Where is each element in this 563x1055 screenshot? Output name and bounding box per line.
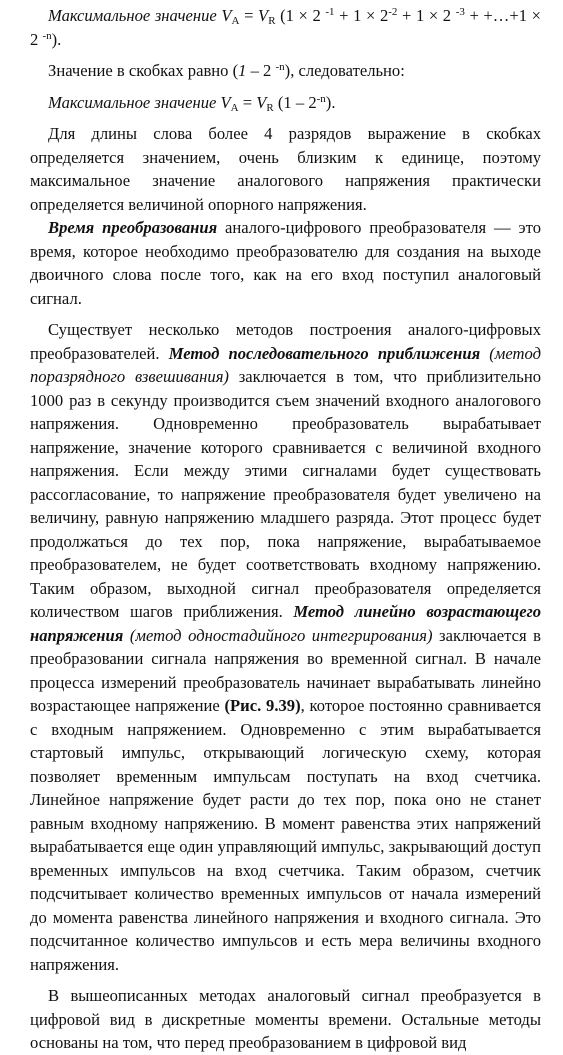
formula-expression: $V_A = V_R$ (1 × 2 $^{-1} + 1 \times 2^{-2} + 1 \times 2$ $^{-3}$ + +…+1 × 2 $^{-n}$). <box>30 6 541 49</box>
bracket-value-line: Значение в скобках равно (1 – 2 $^{-n}$), следовательно: <box>48 61 405 80</box>
formula-max-value-result <box>30 91 541 115</box>
paragraph-conversion-time: Время преобразования аналого-цифрового преобразователя — это время, которое необходимо преобразователю для создания на выходе двоичного слова после того, как на его вход поступил аналоговый сигнал. <box>30 218 541 308</box>
formula-label: Максимальное значение <box>48 6 217 25</box>
paragraph-adc-methods: Существует несколько методов построения аналого-цифровых преобразователей. Метод последовательного приближения (метод поразрядного взвешивания) заключается в том, что приблизительно 1000 раз в секунду производится съем значений входного аналогового напряжения. Одновременно преобразователь вырабатывает напряжение, значение которого сравнивается с величиной входного напряжения. Если между этими сигналами будет существовать рассогласование, то напряжение преобразователя будет увеличено на величину, равную напряжению младшего разряда. Этот процесс будет продолжаться до тех пор, пока напряжение, вырабатываемое преобразователем, не будет соответствовать входному напряжению. Таким образом, выходной сигнал преобразователя определяется количеством шагов приближения. Метод линейно возрастающего напряжения (метод одностадийного интегрирования) заключается в преобразовании сигнала напряжения во временной сигнал. В начале процесса измерений преобразователь начинает вырабатывать линейно возрастающее напряжение (Рис. 9.39), которое постоянно сравнивается с входным напряжением. Одновременно с этим вырабатывается стартовый импульс, открывающий логическую схему, которая позволяет временным импульсам поступать на вход счетчика. Линейное напряжение будет расти до тех пор, пока оно не станет равным входному напряжению. В момент равенства этих напряжений вырабатывается еще один управляющий импульс, закрывающий доступ временных импульсов на вход счетчика. Таким образом, счетчик подсчитывает количество временных импульсов от начала измерений до момента равенства линейного напряжения и входного сигнала. Это подсчитанное количество импульсов и есть мера величины входного напряжения. <box>30 320 542 974</box>
paragraph-discrete-moments: В вышеописанных методах аналоговый сигнал преобразуется в цифровой вид в дискретные моменты времени. Остальные методы основаны на том, что перед преобразованием в цифровой вид <box>30 986 541 1052</box>
paragraph-word-length: Для длины слова более 4 разрядов выражение в скобках определяется значением, очень близким к единице, поэтому максимальное значение аналогового напряжения практически определяется величиной опорного напряжения. <box>30 124 541 214</box>
formula-max-value-series <box>30 4 541 51</box>
formula-label: Максимальное значение <box>48 92 217 112</box>
formula-expression: $V_A = V_R$ $(1 - 2^{-n})$. <box>220 92 336 114</box>
